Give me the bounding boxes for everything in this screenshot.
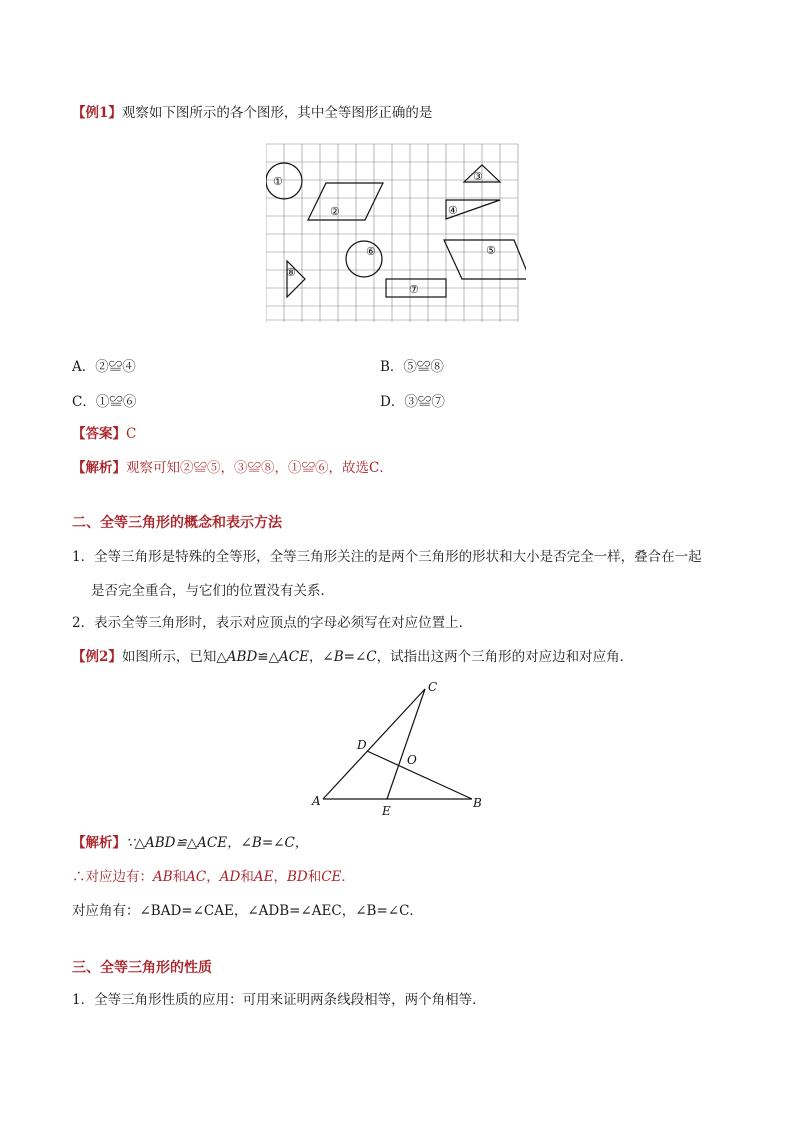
- analysis-text: 观察可知②≌⑤，③≌⑧，①≌⑥，故选C．: [126, 460, 393, 476]
- vertex-c: C: [428, 680, 438, 694]
- label-2: ②: [330, 205, 340, 218]
- label-5: ⑤: [486, 244, 496, 257]
- option-a[interactable]: A．②≌④: [72, 359, 136, 375]
- label-3: ③: [473, 170, 483, 183]
- corresponding-angles-line: 对应角有：∠BAD=∠CAE，∠ADB=∠AEC，∠B=∠C．: [72, 903, 423, 919]
- answer-value: C: [126, 426, 137, 442]
- question-text: 观察如下图所示的各个图形，其中全等图形正确的是: [121, 105, 433, 121]
- vertex-d: D: [357, 738, 367, 752]
- q-c: C: [366, 649, 377, 665]
- option-c[interactable]: C．①≌⑥: [72, 394, 137, 410]
- label-6: ⑥: [366, 245, 376, 258]
- section-3-title: 三、全等三角形的性质: [72, 960, 212, 976]
- analysis-given: ∵△ABD≌△ACE，∠B=∠C，: [126, 835, 309, 851]
- vertex-b: B: [473, 796, 482, 810]
- section-2-title: 二、全等三角形的概念和表示方法: [72, 515, 282, 531]
- sides-prefix: ∴对应边有：: [72, 869, 153, 885]
- section-2-item-2: 2．表示全等三角形时，表示对应顶点的字母必须写在对应位置上．: [72, 615, 473, 631]
- shape-2-parallelogram: [308, 183, 383, 220]
- side-ab: AB: [153, 869, 173, 885]
- q-b: B: [333, 649, 344, 665]
- example-tag: 【例1】: [72, 105, 122, 121]
- point-o: O: [407, 753, 417, 767]
- example2-question: [72, 647, 633, 667]
- sides-and: 和: [172, 869, 187, 885]
- side-ac: AC: [186, 869, 207, 885]
- label-4: ④: [448, 204, 458, 217]
- q-abd: ABD: [226, 649, 258, 665]
- q-eq: =∠: [343, 649, 367, 665]
- section-2-item-1-line-1: 1．全等三角形是特殊的全等形，全等三角形关注的是两个三角形的形状和大小是否完全一样，叠合在一起: [72, 549, 702, 565]
- congruent-shapes-grid-figure: [266, 143, 526, 323]
- sides-and: 和: [240, 869, 254, 885]
- triangle-figure: [305, 678, 495, 820]
- vertex-e: E: [382, 804, 391, 818]
- section-3-item-1: 1．全等三角形性质的应用：可用来证明两条线段相等，两个角相等．: [72, 992, 486, 1008]
- label-8: ⑧: [286, 266, 296, 279]
- q-comma: ，∠: [308, 649, 334, 665]
- example2-analysis-line-1: [72, 833, 308, 853]
- side-bd: BD: [286, 869, 308, 885]
- example-2-tag: 【例2】: [72, 649, 122, 665]
- corresponding-sides-line: [72, 867, 355, 887]
- section-2-item-1-line-2: 是否完全重合，与它们的位置没有关系．: [91, 583, 334, 599]
- option-b[interactable]: B．⑤≌⑧: [380, 359, 444, 375]
- analysis-line: [72, 458, 393, 478]
- example-2-analysis-tag: 【解析】: [72, 835, 126, 851]
- side-ae: AE: [253, 869, 274, 885]
- q-cong: ≌△: [257, 649, 279, 665]
- q-ace: ACE: [279, 649, 309, 665]
- answer-line: [72, 424, 136, 444]
- label-7: ⑦: [409, 283, 419, 296]
- sides-and: 和: [307, 869, 322, 885]
- side-ce: CE: [321, 869, 342, 885]
- side-ad: AD: [219, 869, 241, 885]
- sides-sep: ，: [273, 869, 287, 885]
- option-d[interactable]: D．③≌⑦: [380, 394, 445, 410]
- shape-5-parallelogram: [444, 240, 526, 279]
- label-1: ①: [273, 175, 283, 188]
- answer-tag: 【答案】: [72, 426, 126, 442]
- vertex-a: A: [312, 794, 321, 808]
- q-rest: ，试指出这两个三角形的对应边和对应角．: [376, 649, 634, 665]
- q-text: 如图所示，已知△: [121, 649, 227, 665]
- sides-end: ．: [341, 869, 355, 885]
- shape-6-circle: [346, 241, 382, 277]
- example1-question: [72, 103, 432, 123]
- analysis-tag: 【解析】: [72, 460, 126, 476]
- sides-sep: ，: [206, 869, 220, 885]
